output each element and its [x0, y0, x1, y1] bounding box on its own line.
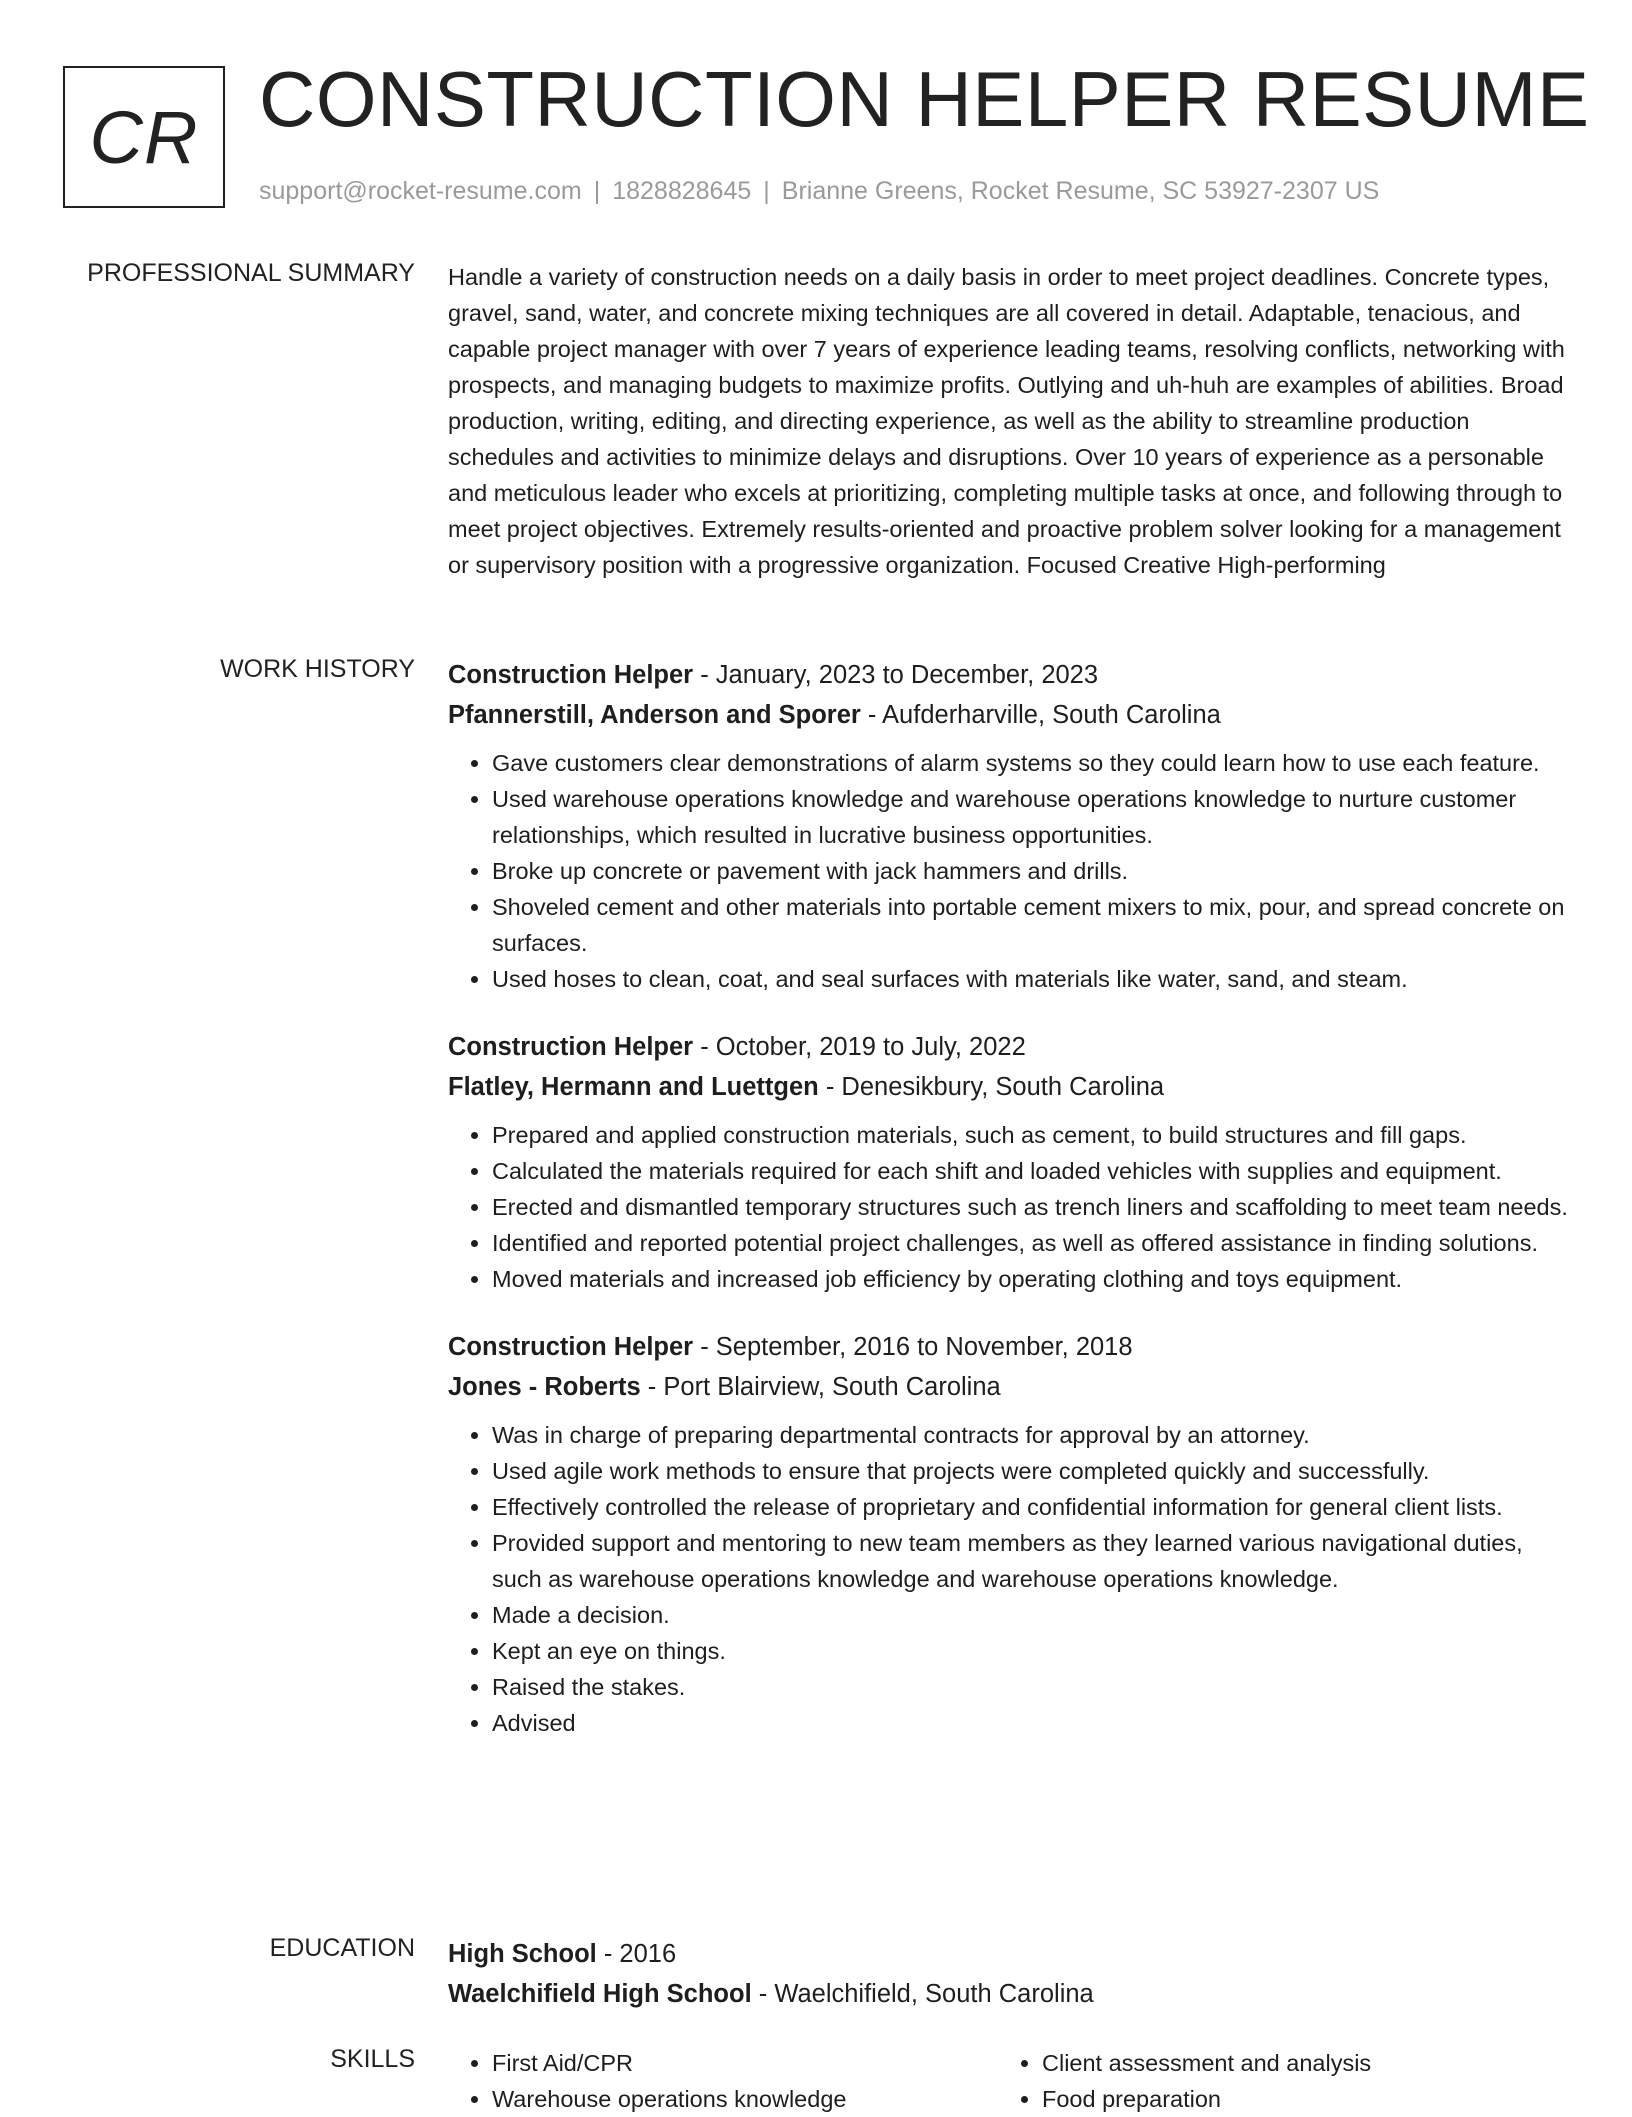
contact-email[interactable]: support@rocket-resume.com	[259, 177, 582, 205]
job-entry	[448, 655, 1568, 997]
monogram-logo: CR	[63, 66, 225, 208]
education-school-line	[448, 1974, 1568, 2014]
job-bullet: • Shoveled cement and other materials into portable cement mixers to mix, pour, and spread concrete on surfaces.	[492, 889, 1568, 961]
education-school: Waelchifield High School	[448, 1980, 752, 2008]
job-company-line	[448, 695, 1568, 735]
job-title: Construction Helper	[448, 1033, 694, 1061]
job-title-line	[448, 655, 1568, 695]
job-bullet: • Identified and reported potential project challenges, as well as offered assistance in finding solutions.	[492, 1225, 1568, 1261]
section-label-work: WORK HISTORY	[220, 655, 415, 683]
job-dates: - September, 2016 to November, 2018	[693, 1333, 1133, 1361]
skills-list-right	[998, 2045, 1548, 2117]
job-bullets	[448, 1117, 1568, 1297]
job-bullet: • Broke up concrete or pavement with jack hammers and drills.	[492, 853, 1568, 889]
page-title: CONSTRUCTION HELPER RESUME	[259, 55, 1590, 143]
education-degree: High School	[448, 1940, 597, 1968]
job-location: - Aufderharville, South Carolina	[860, 701, 1221, 729]
job-bullet: • Provided support and mentoring to new team members as they learned various navigational duties, such as warehouse operations knowledge and warehouse operations knowledge.	[492, 1525, 1568, 1597]
job-title: Construction Helper	[448, 661, 694, 689]
education-location: - Waelchifield, South Carolina	[751, 1980, 1094, 2008]
skill-item: • Warehouse operations knowledge	[492, 2081, 998, 2117]
job-bullet: • Used warehouse operations knowledge and warehouse operations knowledge to nurture customer relationships, which resulted in lucrative business opportunities.	[492, 781, 1568, 853]
skills-list-left	[448, 2045, 998, 2117]
job-company: Flatley, Hermann and Luettgen	[448, 1073, 819, 1101]
job-bullets	[448, 745, 1568, 997]
skill-item: • Food preparation	[1042, 2081, 1548, 2117]
job-bullet: • Raised the stakes.	[492, 1669, 1568, 1705]
job-entry	[448, 1327, 1568, 1741]
job-bullet: • Kept an eye on things.	[492, 1633, 1568, 1669]
contact-address: Brianne Greens, Rocket Resume, SC 53927-2307 US	[781, 177, 1380, 205]
job-location: - Denesikbury, South Carolina	[818, 1073, 1165, 1101]
job-location: - Port Blairview, South Carolina	[640, 1373, 1001, 1401]
job-dates: - October, 2019 to July, 2022	[693, 1033, 1026, 1061]
job-bullet: • Effectively controlled the release of proprietary and confidential information for general client lists.	[492, 1489, 1568, 1525]
contact-phone: 1828828645	[612, 177, 752, 205]
education-year: - 2016	[596, 1940, 677, 1968]
job-bullets	[448, 1417, 1568, 1741]
section-label-skills: SKILLS	[330, 2045, 415, 2073]
job-title-line	[448, 1027, 1568, 1067]
section-label-summary: PROFESSIONAL SUMMARY	[87, 259, 415, 287]
summary-text: Handle a variety of construction needs on a daily basis in order to meet project deadlines. Concrete types, gravel, sand, water, and concrete mixing techniques are all covered in detail. Adaptable, tenacious, and capable project manager with over 7 years of experience leading teams, resolving conflicts, networking with prospects, and managing budgets to maximize profits. Outlying and uh-huh are examples of abilities. Broad production, writing, editing, and directing experience, as well as the ability to streamline production schedules and activities to minimize delays and disruptions. Over 10 years of experience as a personable and meticulous leader who excels at prioritizing, completing multiple tasks at once, and following through to meet project objectives. Extremely results-oriented and proactive problem solver looking for a management or supervisory position with a progressive organization. Focused Creative High-performing	[448, 264, 1565, 578]
job-bullet: • Was in charge of preparing departmental contracts for approval by an attorney.	[492, 1417, 1568, 1453]
job-bullet: • Used agile work methods to ensure that projects were completed quickly and successfully.	[492, 1453, 1568, 1489]
job-bullet: • Prepared and applied construction materials, such as cement, to build structures and fill gaps.	[492, 1117, 1568, 1153]
job-company: Jones - Roberts	[448, 1373, 641, 1401]
job-bullet: • Made a decision.	[492, 1597, 1568, 1633]
job-company-line	[448, 1367, 1568, 1407]
job-title: Construction Helper	[448, 1333, 694, 1361]
job-company: Pfannerstill, Anderson and Sporer	[448, 701, 861, 729]
section-label-education: EDUCATION	[269, 1934, 415, 1962]
job-bullet: • Gave customers clear demonstrations of alarm systems so they could learn how to use each feature.	[492, 745, 1568, 781]
job-bullet: • Advised	[492, 1705, 1568, 1741]
job-dates: - January, 2023 to December, 2023	[693, 661, 1099, 689]
job-bullet: • Used hoses to clean, coat, and seal surfaces with materials like water, sand, and steam.	[492, 961, 1568, 997]
job-company-line	[448, 1067, 1568, 1107]
job-list	[448, 655, 1568, 1771]
contact-line	[259, 177, 1379, 206]
skill-item: • Client assessment and analysis	[1042, 2045, 1548, 2081]
job-bullet: • Moved materials and increased job efficiency by operating clothing and toys equipment.	[492, 1261, 1568, 1297]
job-bullet: • Erected and dismantled temporary structures such as trench liners and scaffolding to meet team needs.	[492, 1189, 1568, 1225]
job-entry	[448, 1027, 1568, 1297]
education-degree-line	[448, 1934, 1568, 1974]
job-title-line	[448, 1327, 1568, 1367]
contact-separator: |	[763, 177, 770, 205]
skill-item: • First Aid/CPR	[492, 2045, 998, 2081]
job-bullet: • Calculated the materials required for each shift and loaded vehicles with supplies and equipment.	[492, 1153, 1568, 1189]
contact-separator: |	[593, 177, 601, 205]
